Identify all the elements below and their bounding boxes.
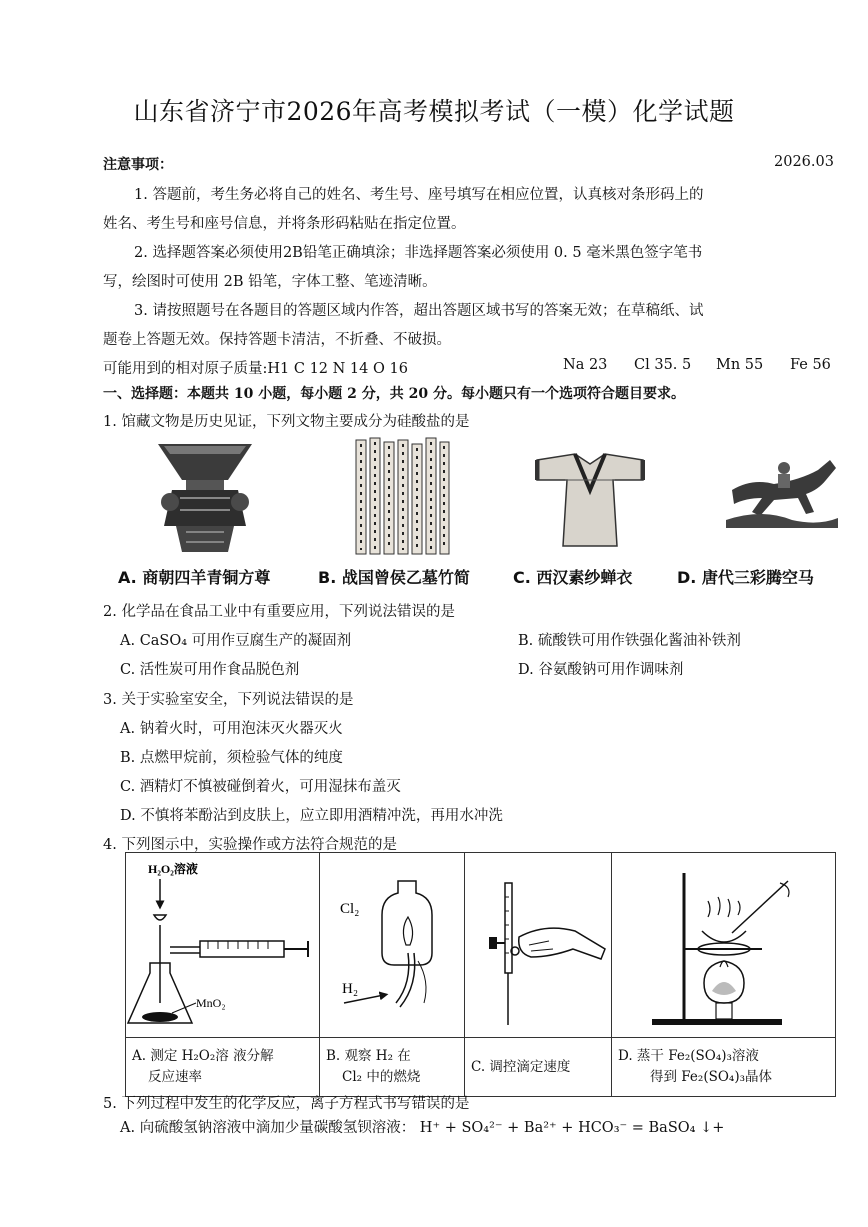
q4-option-b-line2: Cl₂ 中的燃烧 — [342, 1069, 421, 1085]
sancai-horse-image — [722, 450, 840, 530]
notice-item-3-line1: 3. 请按照题号在各题目的答题区域内作答，超出答题区域书写的答案无效；在草稿纸、试 — [134, 303, 704, 319]
q2-option-a: A. CaSO₄ 可用作豆腐生产的凝固剂 — [120, 633, 352, 649]
bronze-zun-image — [150, 438, 260, 556]
q1-option-b: B. 战国曾侯乙墓竹简 — [318, 568, 470, 587]
q4-option-d-line1: D. 蒸干 Fe₂(SO₄)₃溶液 — [618, 1048, 759, 1064]
exam-date: 2026.03 — [774, 154, 834, 170]
notice-item-2-line2: 写，绘图时可使用 2B 铅笔，字体工整、笔迹清晰。 — [103, 274, 437, 290]
q4-stem: 4. 下列图示中，实验操作或方法符合规范的是 — [103, 837, 397, 853]
q4-option-a-line2: 反应速率 — [148, 1069, 202, 1085]
atomic-mass-mn: Mn 55 — [716, 357, 764, 373]
fig-b-gas2-label: H₂ — [342, 981, 359, 997]
atomic-mass-list: 可能用到的相对原子质量:H1 C 12 N 14 O 16 — [103, 361, 408, 377]
atomic-mass-fe: Fe 56 — [790, 357, 831, 373]
q3-option-c: C. 酒精灯不慎被碰倒着火，可用湿抹布盖灭 — [120, 779, 401, 795]
page-title: 山东省济宁市2026年高考模拟考试（一模）化学试题 — [133, 97, 735, 126]
q1-option-c: C. 西汉素纱蝉衣 — [513, 568, 633, 587]
q4-option-b — [320, 1038, 465, 1097]
fig-a-reagent-label: H₂O₂溶液 — [148, 862, 198, 876]
q4-option-d-line2: 得到 Fe₂(SO₄)₃晶体 — [650, 1069, 772, 1085]
atomic-mass-cl: Cl 35. 5 — [634, 357, 692, 373]
q1-option-a: A. 商朝四羊青铜方尊 — [118, 568, 271, 587]
notice-item-3-line2: 题卷上答题无效。保持答题卡清洁，不折叠、不破损。 — [103, 332, 451, 348]
q2-stem: 2. 化学品在食品工业中有重要应用，下列说法错误的是 — [103, 604, 455, 620]
q4-figure-a — [126, 853, 320, 1038]
q3-option-a: A. 钠着火时，可用泡沫灭火器灭火 — [120, 721, 343, 737]
notice-heading: 注意事项： — [103, 157, 173, 173]
atomic-mass-na: Na 23 — [563, 357, 608, 373]
q4-figure-b — [320, 853, 465, 1038]
notice-item-1-line2: 姓名、考生号和座号信息，并将条形码粘贴在指定位置。 — [103, 216, 466, 232]
q4-figure-c — [465, 853, 612, 1038]
fig-a-solid-label: MnO₂ — [196, 996, 226, 1010]
q2-option-c: C. 活性炭可用作食品脱色剂 — [120, 662, 300, 678]
q1-option-d: D. 唐代三彩腾空马 — [677, 568, 814, 587]
q2-option-d: D. 谷氨酸钠可用作调味剂 — [518, 662, 684, 678]
notice-item-1-line1: 1. 答题前，考生务必将自己的姓名、考生号、座号填写在相应位置，认真核对条形码上的 — [134, 187, 704, 203]
section-heading: 一、选择题：本题共 10 小题，每小题 2 分，共 20 分。每小题只有一个选项符合题目要求。 — [103, 386, 685, 402]
bamboo-slips-image — [352, 436, 452, 558]
q4-figure-table — [125, 852, 836, 1097]
q4-option-a-line1: A. 测定 H₂O₂溶 液分解 — [132, 1048, 274, 1064]
notice-item-2-line1: 2. 选择题答案必须使用2B铅笔正确填涂；非选择题答案必须使用 0. 5 毫米黑色签字笔书 — [134, 245, 703, 261]
q5-option-a: A. 向硫酸氢钠溶液中滴加少量碳酸氢钡溶液： H⁺ + SO₄²⁻ + Ba²⁺ + HCO₃⁻ = BaSO₄ ↓+ — [120, 1120, 725, 1136]
q3-option-b: B. 点燃甲烷前，须检验气体的纯度 — [120, 750, 343, 766]
q4-option-c-text: C. 调控滴定速度 — [471, 1058, 571, 1075]
q4-option-d — [612, 1038, 836, 1097]
q4-option-c — [465, 1038, 612, 1097]
fig-b-gas1-label: Cl₂ — [340, 901, 360, 917]
q5-stem: 5. 下列过程中发生的化学反应，离子方程式书写错误的是 — [103, 1096, 470, 1112]
q1-stem: 1. 馆藏文物是历史见证，下列文物主要成分为硅酸盐的是 — [103, 414, 470, 430]
q3-option-d: D. 不慎将苯酚沾到皮肤上，应立即用酒精冲洗，再用水冲洗 — [120, 808, 503, 824]
q3-stem: 3. 关于实验室安全，下列说法错误的是 — [103, 692, 354, 708]
q2-option-b: B. 硫酸铁可用作铁强化酱油补铁剂 — [518, 633, 741, 649]
silk-robe-image — [535, 450, 645, 548]
q4-option-a — [126, 1038, 320, 1097]
q4-option-b-line1: B. 观察 H₂ 在 — [326, 1048, 411, 1064]
q4-figure-d — [612, 853, 836, 1038]
